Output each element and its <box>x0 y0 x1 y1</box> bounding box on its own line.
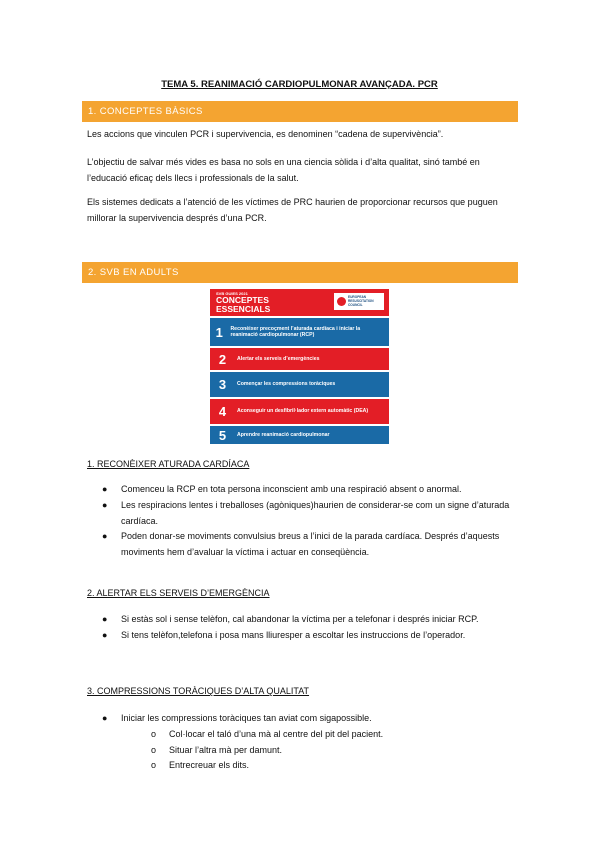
subheading-alertar: 2. ALERTAR ELS SERVEIS D’EMERGÈNCIA <box>87 588 270 598</box>
infographic-step-2 <box>210 348 389 370</box>
bullet-icon: ● <box>102 629 108 640</box>
infographic-title-line1: CONCEPTES <box>216 295 269 305</box>
step-number: 1 <box>215 324 223 340</box>
erc-logo <box>334 293 384 310</box>
bullet-icon: ● <box>102 484 108 494</box>
subheading-reconeixer: 1. RECONÈIXER ATURADA CARDÍACA <box>87 459 250 469</box>
list-item: ● Comenceu la RCP en tota persona inconscient amb una respiració absent o anormal. <box>87 482 517 498</box>
erc-logo-text: EUROPEAN RESUSCITATION COUNCIL <box>348 295 374 307</box>
step-text: Reconèixer precoçment l’aturada cardíaca i iniciar la reanimació cardiopulmonar (RCP) <box>230 325 361 338</box>
paragraph-2: L’objectiu de salvar més vides es basa no sols en una ciencia sòlida i d’alta qualitat, sinó també en l’educació eficaç dels llecs i professionals de la salut. <box>87 157 480 183</box>
circle-bullet-icon: o <box>151 728 157 739</box>
bullet-icon: ● <box>102 614 108 624</box>
bullet-icon: ● <box>102 713 108 723</box>
step-number: 4 <box>218 404 227 419</box>
subheading-compressions: 3. COMPRESSIONS TORÀCIQUES D’ALTA QUALITAT <box>87 686 310 696</box>
infographic-step-4 <box>210 399 389 424</box>
bullet-icon: ● <box>102 499 108 510</box>
list-item: ● Les respiracions lentes i treballoses (agòniques)haurien de considerar-se com un signe d’aturada cardíaca. <box>102 499 510 526</box>
circle-bullet-icon: o <box>151 760 157 771</box>
infographic-step-3 <box>210 372 389 397</box>
paragraph-1: Les accions que vinculen PCR i supervivencia, es denominen “cadena de supervivència”. <box>87 129 444 139</box>
list-reconeixer <box>87 482 517 561</box>
list-item: ● Si tens telèfon,telefona i posa mans lliuresper a escoltar les instruccions de l’operador. <box>87 628 517 644</box>
paragraph-3: Els sistemes dedicats a l’atenció de les víctimes de PRC haurien de proporcionar recursos que puguen millorar la supervivencia després d’una PCR. <box>87 197 498 223</box>
infographic-guides-label: SVB GUIES 2021 <box>216 291 248 296</box>
sublist-item: o Col·locar el taló d’una mà al centre del pit del pacient. <box>121 727 517 743</box>
list-item: ● Iniciar les compressions toràciques tan aviat com sigapossible. o Col·locar el taló d’una mà al centre del pit del pacient. o Situar l’altra mà per damunt. o Entrecreuar els dits. <box>87 711 517 774</box>
section-heading-svb-adults: 2. SVB EN ADULTS <box>82 262 518 283</box>
list-compressions <box>87 711 517 774</box>
section-heading-conceptes-basics: 1. CONCEPTES BÀSICS <box>82 101 518 122</box>
conceptes-essencials-infographic <box>210 289 389 444</box>
bullet-icon: ● <box>102 531 108 542</box>
list-item: ● Poden donar-se moviments convulsius breus a l’inici de la parada cardíaca. Després d’aquests moviments hem d’avaluar la víctima i actuar en conseqüència. <box>102 531 500 558</box>
circle-bullet-icon: o <box>151 744 157 755</box>
infographic-step-5 <box>210 426 389 444</box>
infographic-header <box>210 289 389 316</box>
document-title: TEMA 5. REANIMACIÓ CARDIOPULMONAR AVANÇADA. PCR <box>161 79 438 90</box>
step-text: Començar les compressions toràciques <box>237 381 336 388</box>
list-item: ● Si estàs sol i sense telèfon, cal abandonar la víctima per a telefonar i després iniciar RCP. <box>87 612 517 628</box>
erc-logo-icon <box>337 297 346 306</box>
step-text: Aprendre reanimació cardiopulmonar <box>237 431 330 438</box>
step-text: Aconseguir un desfibril·lador extern automàtic (DEA) <box>237 408 369 415</box>
sublist-compressions <box>121 727 517 774</box>
step-number: 3 <box>218 377 227 392</box>
sublist-item: o Entrecreuar els dits. <box>121 758 517 774</box>
step-number: 2 <box>218 351 227 367</box>
infographic-title <box>216 296 270 313</box>
list-alertar <box>87 612 517 644</box>
step-number: 5 <box>218 427 227 443</box>
infographic-title-line2: ESSENCIALS <box>216 303 271 314</box>
step-text: Alertar els serveis d’emergències <box>237 355 320 362</box>
sublist-item: o Situar l’altra mà per damunt. <box>121 743 517 759</box>
infographic-step-1 <box>210 318 389 346</box>
